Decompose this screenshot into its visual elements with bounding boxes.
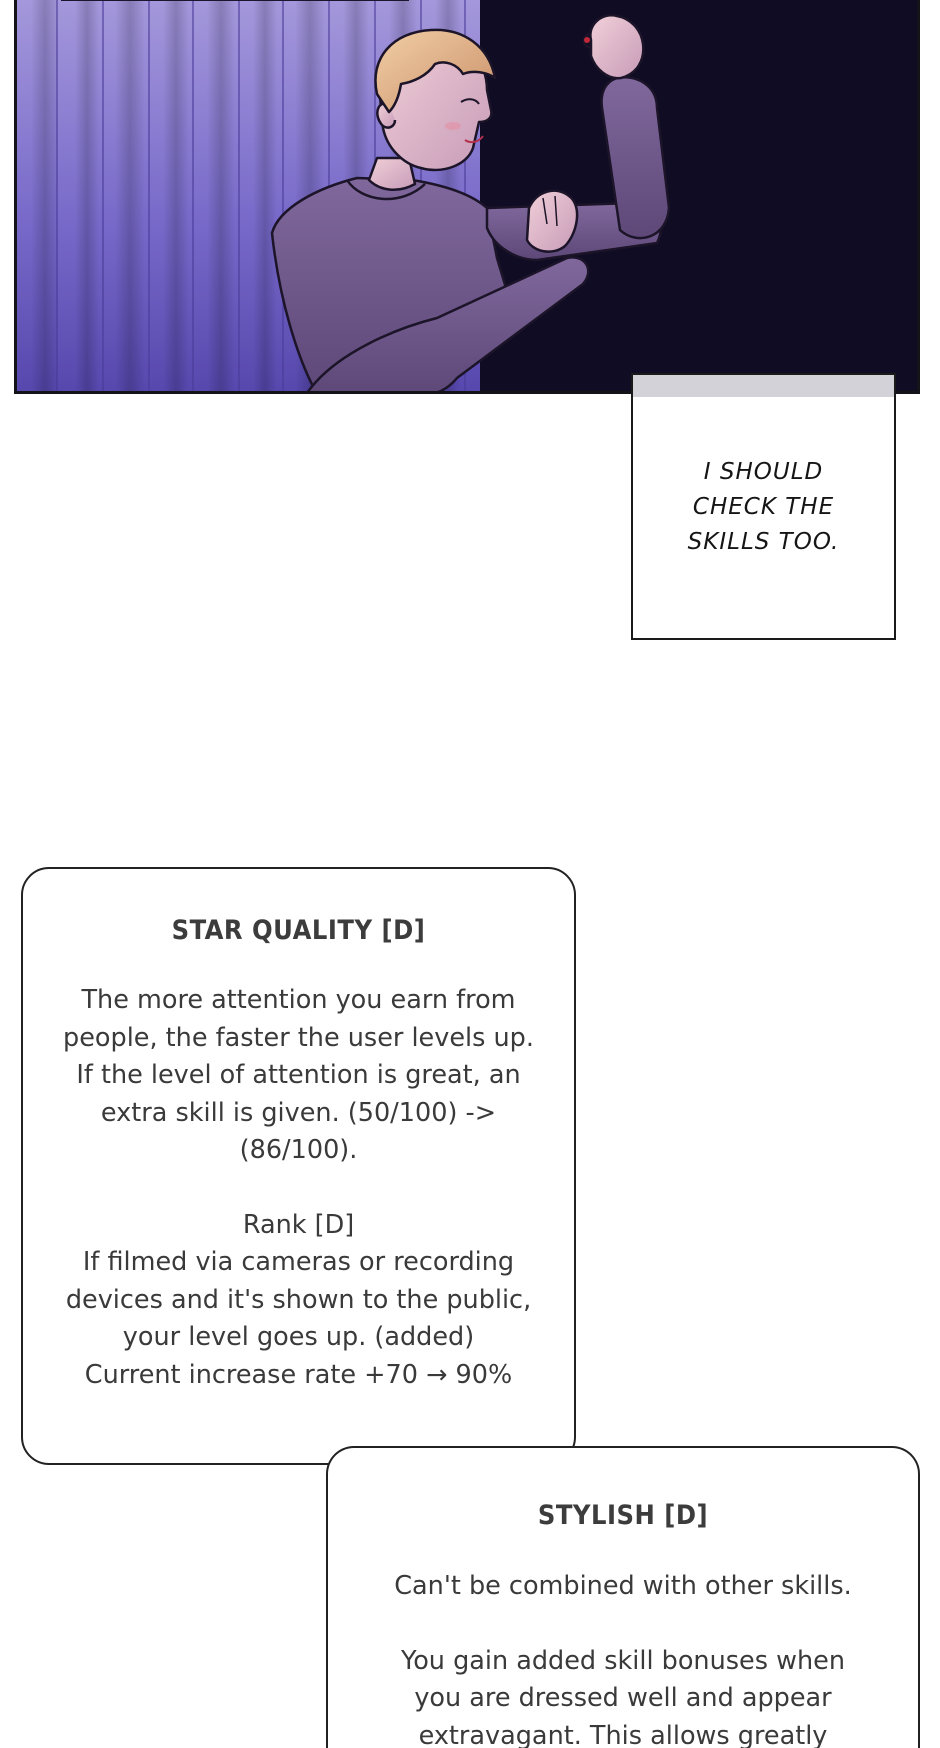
skill-rank-details xyxy=(328,1643,918,1748)
narration-box xyxy=(631,373,896,640)
skill-description-line: extra skill is given. (50/100) -> xyxy=(100,1097,497,1128)
skill-description xyxy=(328,1568,918,1606)
skill-rank-details xyxy=(23,1207,574,1395)
flexing-man-illustration xyxy=(17,0,920,394)
comic-panel-flexing xyxy=(14,0,920,394)
skill-description xyxy=(23,982,574,1170)
skill-rank-line: devices and it's shown to the public, xyxy=(65,1284,532,1315)
skill-title: STYLISH [D] xyxy=(537,1500,709,1531)
skill-description-line: (86/100). xyxy=(239,1135,358,1165)
skill-description-line: Can't be combined with other skills. xyxy=(394,1571,852,1601)
narration-line: I SHOULD xyxy=(703,459,824,485)
skill-rank-line: you are dressed well and appear xyxy=(414,1683,832,1713)
skill-description-line: The more attention you earn from xyxy=(81,985,516,1015)
narration-line: CHECK THE xyxy=(692,494,835,520)
skill-rank-line: Rank [D] xyxy=(242,1209,355,1240)
narration-text xyxy=(633,455,894,560)
skill-description-line: If the level of attention is great, an xyxy=(76,1060,521,1090)
narration-line: SKILLS TOO. xyxy=(687,529,840,555)
skill-rank-line: If filmed via cameras or recording xyxy=(82,1247,515,1277)
skill-window-star-quality xyxy=(21,867,576,1465)
skill-window-stylish xyxy=(326,1446,920,1748)
skill-description-line: people, the faster the user levels up. xyxy=(63,1022,534,1053)
skill-rank-line: your level goes up. (added) xyxy=(122,1322,475,1352)
skill-title: STAR QUALITY [D] xyxy=(171,915,426,946)
skill-rank-line: Current increase rate +70 → 90% xyxy=(84,1359,513,1390)
narration-box-tab xyxy=(633,375,894,397)
skill-rank-line: You gain added skill bonuses when xyxy=(401,1645,845,1676)
skill-rank-line: extravagant. This allows greatly xyxy=(418,1720,828,1748)
